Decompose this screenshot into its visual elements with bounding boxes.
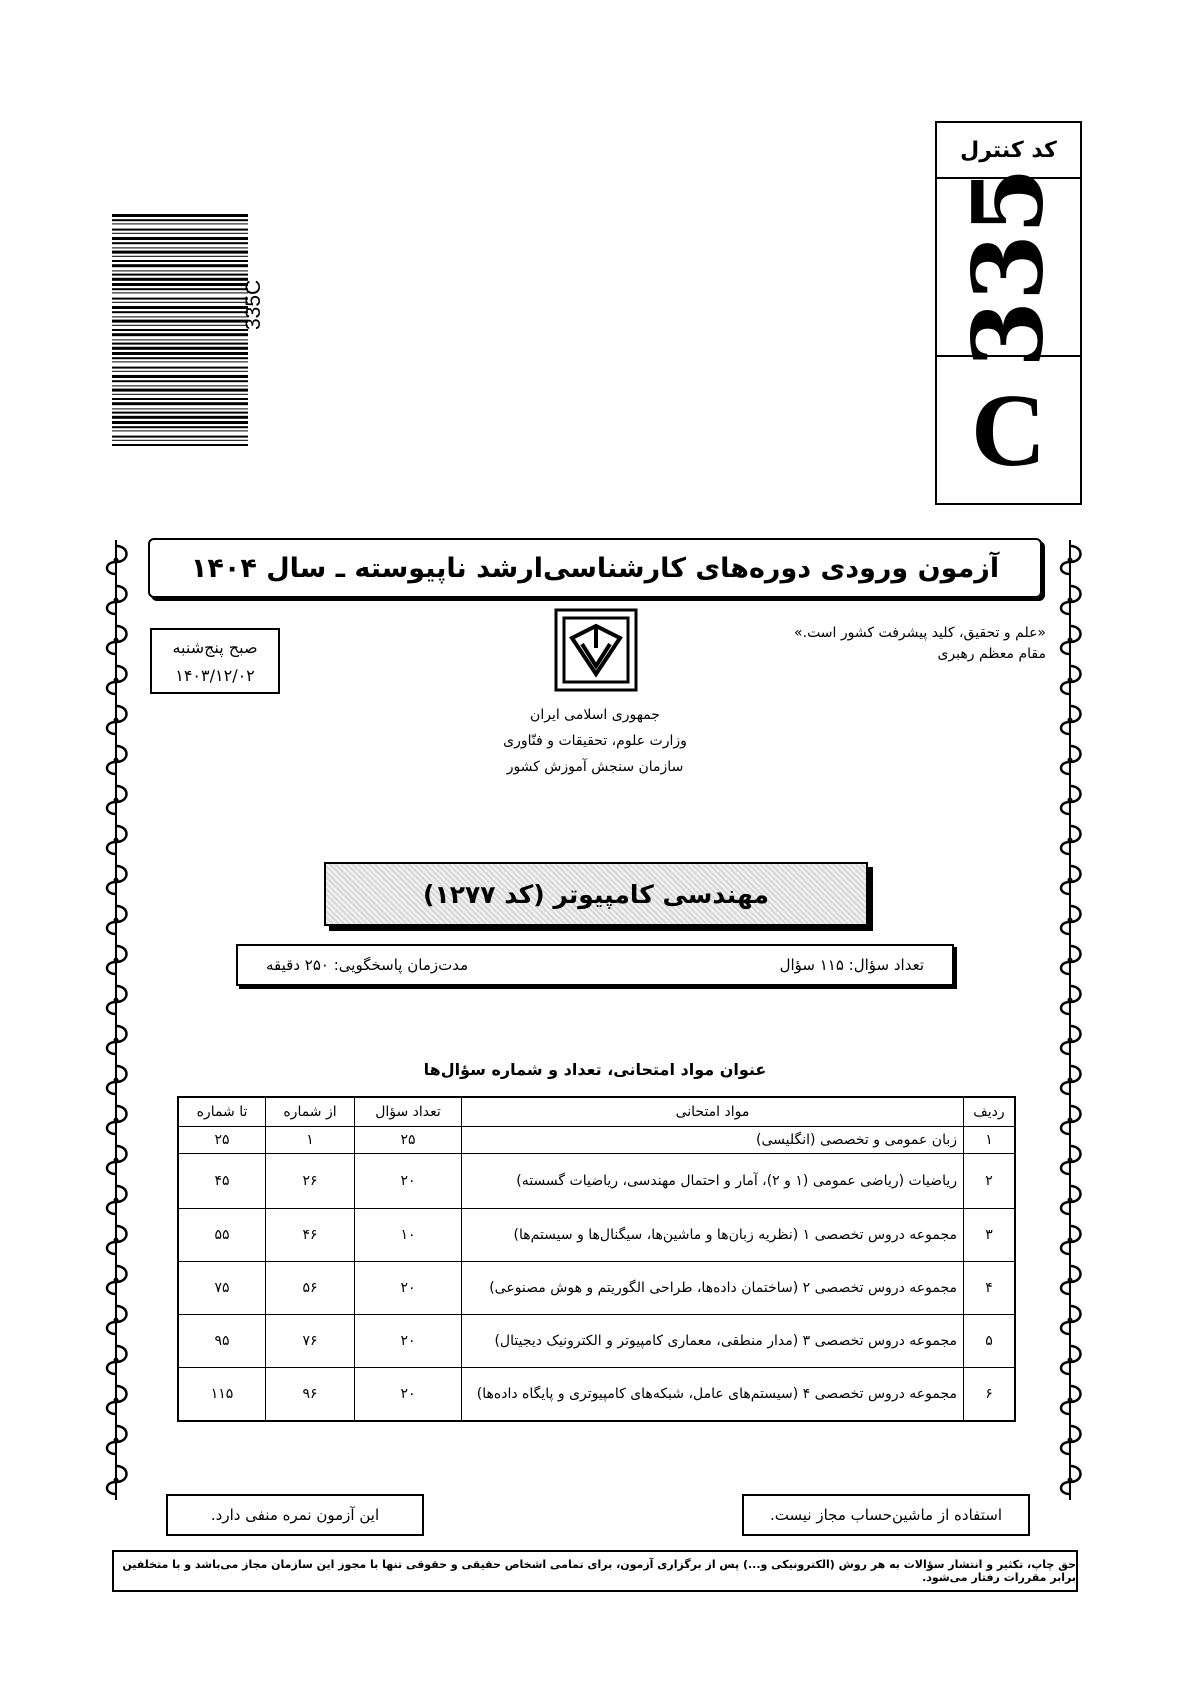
cell-to: ۲۵ — [178, 1127, 266, 1154]
question-count: تعداد سؤال: ۱۱۵ سؤال — [779, 956, 924, 974]
copyright-notice: حق چاپ، تکثیر و انتشار سؤالات به هر روش (الکترونیکی و...) پس از برگزاری آزمون، برای تمامی اشخاص حقیقی و حقوقی تنها با مجوز این سازمان مجاز می‌باشد و با متخلفین برابر مقررات رفتار می‌شود. — [112, 1550, 1078, 1592]
table-row — [178, 1154, 1015, 1209]
cell-row: ۳ — [964, 1209, 1016, 1262]
cell-from: ۲۶ — [266, 1154, 355, 1209]
cell-row: ۱ — [964, 1127, 1016, 1154]
cell-subject: ریاضیات (ریاضی عمومی (۱ و ۲)، آمار و احتمال مهندسی، ریاضیات گسسته) — [462, 1154, 964, 1209]
header-count: تعداد سؤال — [355, 1097, 462, 1127]
cell-from: ۴۶ — [266, 1209, 355, 1262]
org-line-ministry: وزارت علوم، تحقیقات و فنّاوری — [503, 733, 687, 749]
negative-mark-note: این آزمون نمره منفی دارد. — [166, 1494, 424, 1536]
control-code-box — [935, 121, 1082, 505]
header-to: تا شماره — [178, 1097, 266, 1127]
organization — [445, 702, 745, 780]
cell-to: ۱۱۵ — [178, 1368, 266, 1422]
cell-count: ۱۰ — [355, 1209, 462, 1262]
cell-row: ۲ — [964, 1154, 1016, 1209]
cell-subject: مجموعه دروس تخصصی ۳ (مدار منطقی، معماری کامپیوتر و الکترونیک دیجیتال) — [462, 1315, 964, 1368]
session-date: ۱۴۰۳/۱۲/۰۲ — [175, 666, 255, 685]
cell-subject: مجموعه دروس تخصصی ۲ (ساختمان داده‌ها، طراحی الگوریتم و هوش مصنوعی) — [462, 1262, 964, 1315]
exam-title: آزمون ورودی دوره‌های کارشناسی‌ارشد ناپیوسته ـ سال ۱۴۰۴ — [148, 538, 1042, 598]
org-line-country: جمهوری اسلامی ایران — [530, 707, 660, 723]
ornament-border-left-icon — [96, 540, 136, 1500]
control-code-number-cell — [937, 166, 1080, 368]
cell-from: ۷۶ — [266, 1315, 355, 1368]
motto-author: مقام معظم رهبری — [937, 646, 1046, 662]
ornament-border-right-icon — [1050, 540, 1090, 1500]
motto — [794, 623, 1046, 665]
cell-count: ۲۰ — [355, 1315, 462, 1368]
cell-to: ۹۵ — [178, 1315, 266, 1368]
cell-from: ۱ — [266, 1127, 355, 1154]
table-caption: عنوان مواد امتحانی، تعداد و شماره سؤال‌ها — [423, 1060, 767, 1079]
cell-to: ۴۵ — [178, 1154, 266, 1209]
cell-count: ۲۰ — [355, 1262, 462, 1315]
sanjesh-logo-icon — [554, 608, 638, 692]
table-row — [178, 1127, 1015, 1154]
cell-row: ۶ — [964, 1368, 1016, 1422]
table-header-row — [178, 1097, 1015, 1127]
control-code-number: 335 — [952, 166, 1066, 368]
barcode-icon — [112, 214, 248, 446]
header-from: از شماره — [266, 1097, 355, 1127]
cell-from: ۹۶ — [266, 1368, 355, 1422]
exam-subject: مهندسی کامپیوتر (کد ۱۲۷۷) — [324, 862, 868, 926]
cell-row: ۴ — [964, 1262, 1016, 1315]
cell-subject: مجموعه دروس تخصصی ۴ (سیستم‌های عامل، شبکه‌های کامپیوتری و پایگاه داده‌ها) — [462, 1368, 964, 1422]
cell-from: ۵۶ — [266, 1262, 355, 1315]
cell-to: ۷۵ — [178, 1262, 266, 1315]
org-line-agency: سازمان سنجش آموزش کشور — [506, 759, 684, 775]
cell-row: ۵ — [964, 1315, 1016, 1368]
header-row-number: ردیف — [964, 1097, 1016, 1127]
cell-count: ۲۰ — [355, 1154, 462, 1209]
table-row — [178, 1209, 1015, 1262]
table-row — [178, 1368, 1015, 1422]
cell-subject: زبان عمومی و تخصصی (انگلیسی) — [462, 1127, 964, 1154]
session-date-box — [150, 628, 280, 694]
table-row — [178, 1315, 1015, 1368]
answer-duration: مدت‌زمان پاسخگویی: ۲۵۰ دقیقه — [266, 956, 469, 974]
cell-count: ۲۰ — [355, 1368, 462, 1422]
exam-info-bar — [236, 944, 954, 986]
table-row — [178, 1262, 1015, 1315]
booklet-letter: C — [970, 372, 1047, 488]
motto-quote: «علم و تحقیق، کلید پیشرفت کشور است.» — [794, 625, 1046, 641]
barcode-text: 335C — [242, 279, 265, 330]
exam-subjects-table — [177, 1096, 1016, 1422]
session-day: صبح پنج‌شنبه — [172, 638, 258, 657]
cell-subject: مجموعه دروس تخصصی ۱ (نظریه زبان‌ها و ماشین‌ها، سیگنال‌ها و سیستم‌ها) — [462, 1209, 964, 1262]
calculator-note: استفاده از ماشین‌حساب مجاز نیست. — [742, 1494, 1030, 1536]
cell-count: ۲۵ — [355, 1127, 462, 1154]
cell-to: ۵۵ — [178, 1209, 266, 1262]
header-subject: مواد امتحانی — [462, 1097, 964, 1127]
control-code-label: کد کنترل — [937, 123, 1080, 179]
